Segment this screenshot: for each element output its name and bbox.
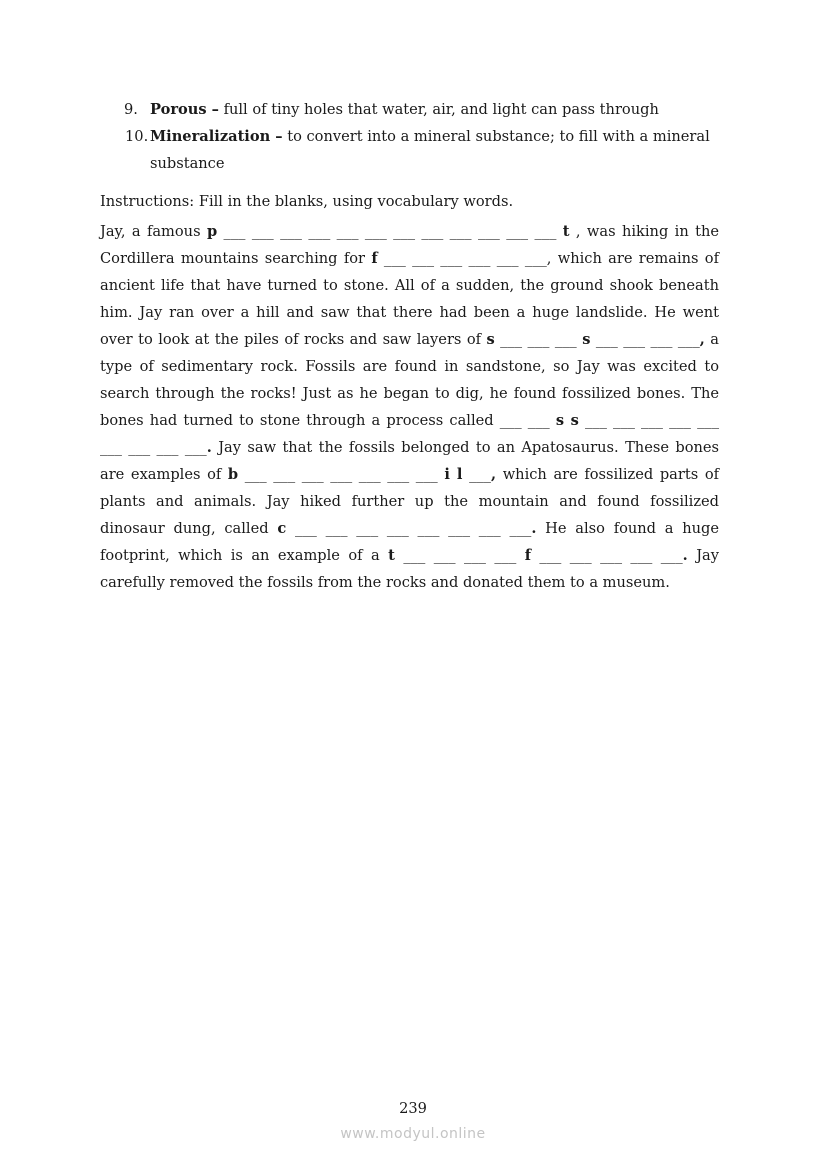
vocabulary-term: Porous – bbox=[150, 101, 219, 118]
story-text-segment: Jay saw that the fossils belonged to an Apatosaurus. These bones are examples of bbox=[100, 439, 720, 483]
vocabulary-term: Mineralization – bbox=[150, 128, 283, 145]
item-number: 10. bbox=[125, 128, 149, 145]
hint-letter: f bbox=[371, 250, 378, 267]
vocabulary-item-mineralization bbox=[100, 123, 719, 177]
vocabulary-list bbox=[100, 96, 719, 177]
vocabulary-definition: to convert into a mineral substance; to fill with a mineral substance bbox=[150, 128, 710, 172]
item-number: 9. bbox=[124, 101, 138, 118]
hint-letter: f bbox=[524, 547, 531, 564]
hint-letter: , bbox=[699, 331, 705, 348]
vocabulary-item-porous bbox=[100, 96, 719, 123]
story-text-segment: which are fossilized parts of plants and animals. Jay hiked further up the mountain and found fossilized dinosaur dung, called bbox=[100, 466, 720, 537]
story-text-segment: , was hiking in the Cordillera mountains searching for bbox=[100, 223, 720, 267]
story-text-segment: ___ ___ ___ ___ ___ ___ ___ ___ ___ bbox=[100, 412, 720, 456]
hint-letter: . bbox=[682, 547, 688, 564]
hint-letter: s s bbox=[555, 412, 579, 429]
hint-letter: s bbox=[486, 331, 495, 348]
story-text-segment: Jay carefully removed the fossils from the rocks and donated them to a museum. bbox=[100, 547, 719, 591]
hint-letter: , bbox=[490, 466, 497, 483]
hint-letter: s bbox=[582, 331, 591, 348]
page-number: 239 bbox=[399, 1100, 427, 1117]
story-text-segment: ___ ___ ___ ___ bbox=[394, 547, 525, 564]
story-text-segment: ___ ___ ___ ___ bbox=[590, 331, 700, 348]
vocabulary-definition: full of tiny holes that water, air, and light can pass through bbox=[218, 101, 659, 118]
story-text-segment: ___ ___ ___ ___ ___ ___ ___ bbox=[238, 466, 445, 483]
hint-letter: b bbox=[227, 466, 239, 483]
fill-in-story-paragraph bbox=[100, 218, 719, 596]
story-text-segment: ___ ___ ___ bbox=[494, 331, 583, 348]
story-text-segment: Jay, a famous bbox=[100, 223, 207, 240]
story-text-segment: ___ ___ ___ ___ ___ bbox=[530, 547, 683, 564]
hint-letter: . bbox=[531, 520, 537, 537]
worksheet-page bbox=[100, 96, 719, 611]
hint-letter: t bbox=[388, 547, 395, 564]
hint-letter: . bbox=[206, 439, 212, 456]
hint-letter: c bbox=[277, 520, 287, 537]
story-text-segment: ___ bbox=[462, 466, 491, 483]
story-text-segment: ___ ___ ___ ___ ___ ___, which are remains of ancient life that have turned to stone. All of a sudden, the ground shook beneath him. Jay ran over a hill and saw that there had been a huge landslide. He went over to look at the piles of rocks and saw layers of bbox=[100, 250, 719, 348]
hint-letter: t bbox=[562, 223, 570, 240]
watermark-text: www.modyul.online bbox=[340, 1126, 486, 1142]
story-text-segment: a type of sedimentary rock. Fossils are found in sandstone, so Jay was excited to search through the rocks! Just as he began to dig, he found fossilized bones. The bones had turned to stone through a process called ___ ___ bbox=[100, 331, 720, 429]
story-text-segment: He also found a huge footprint, which is an example of a bbox=[100, 520, 719, 564]
hint-letter: p bbox=[206, 223, 218, 240]
hint-letter: i l bbox=[444, 466, 463, 483]
story-text-segment: ___ ___ ___ ___ ___ ___ ___ ___ ___ ___ ___ ___ bbox=[217, 223, 563, 240]
instructions-text: Instructions: Fill in the blanks, using vocabulary words. bbox=[100, 193, 514, 210]
story-text-segment: ___ ___ ___ ___ ___ ___ ___ ___ bbox=[286, 520, 532, 537]
